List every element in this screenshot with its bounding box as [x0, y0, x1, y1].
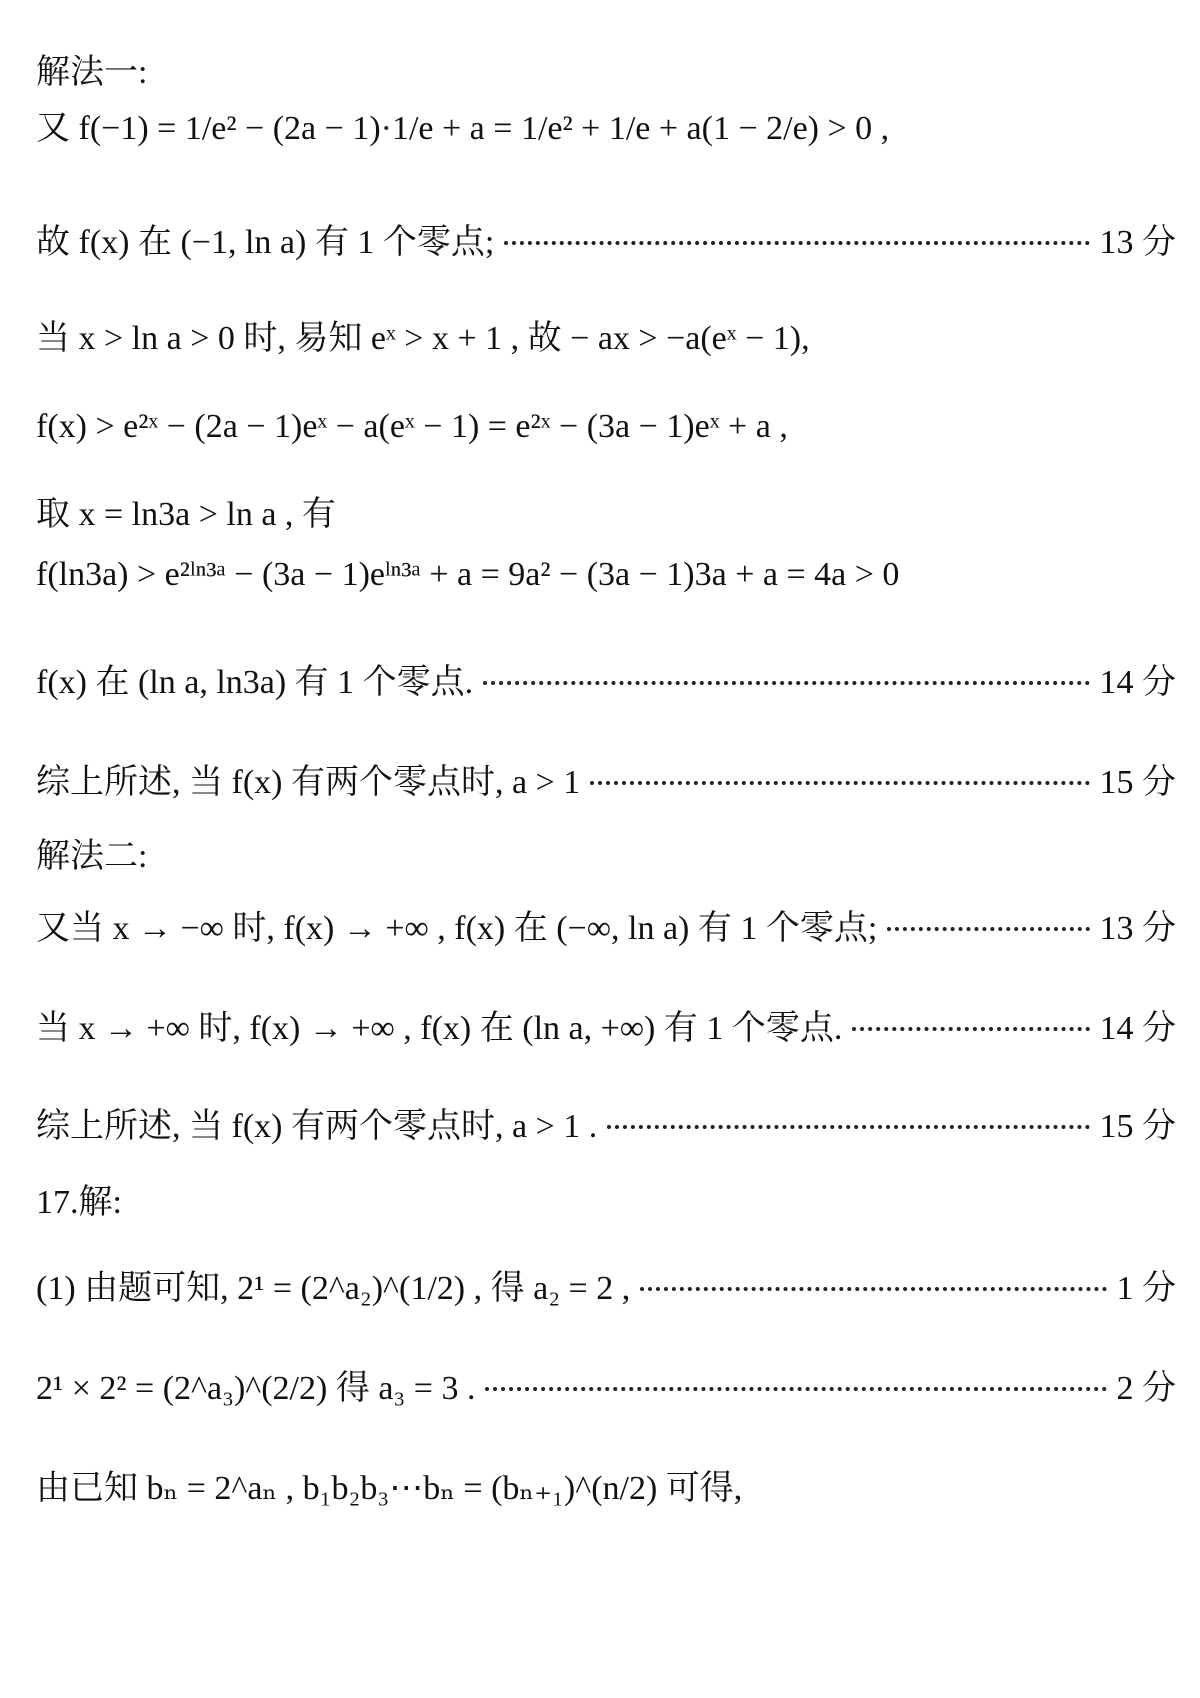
line-zero-point-14: f(x) 在 (ln a, ln3a) 有 1 个零点. 14 分 [36, 654, 1176, 703]
leader-dots [887, 927, 1089, 931]
line-take-x: 取 x = ln3a > ln a , 有 [36, 496, 336, 533]
score-label: 2 分 [1116, 1370, 1176, 1407]
score-label: 14 分 [1099, 1010, 1176, 1047]
leader-dots [483, 681, 1089, 685]
leader-dots [607, 1125, 1089, 1129]
score-label: 1 分 [1116, 1270, 1176, 1307]
problem-17-heading: 17.解: [36, 1184, 122, 1221]
line-a3: 2¹ × 2² = (2^a₃)^(2/2) 得 a₃ = 3 . 2 分 [36, 1360, 1176, 1409]
line-when-x-gt-ln-a: 当 x > ln a > 0 时, 易知 eˣ > x + 1 , 故 − ax > −a(eˣ − 1), [36, 320, 810, 357]
line-f-inequality: f(x) > e²ˣ − (2a − 1)eˣ − a(eˣ − 1) = e²ˣ − (3a − 1)eˣ + a , [36, 408, 788, 445]
leader-dots [504, 241, 1089, 245]
line-summary-15: 综上所述, 当 f(x) 有两个零点时, a > 1 15 分 [36, 754, 1176, 803]
score-label: 13 分 [1099, 910, 1176, 947]
method-one-heading: 解法一: [36, 54, 148, 91]
leader-dots [852, 1027, 1089, 1031]
score-label: 13 分 [1099, 224, 1176, 261]
leader-dots [590, 781, 1089, 785]
method-two-heading: 解法二: [36, 838, 148, 875]
score-label: 14 分 [1099, 664, 1176, 701]
line-summary-method-two-15: 综上所述, 当 f(x) 有两个零点时, a > 1 . 15 分 [36, 1098, 1176, 1147]
leader-dots [485, 1387, 1106, 1391]
line-neg-infinity-13: 又当 x → −∞ 时, f(x) → +∞ , f(x) 在 (−∞, ln a) 有 1 个零点; 13 分 [36, 900, 1176, 949]
score-label: 15 分 [1099, 1108, 1176, 1145]
line-zero-point-13: 故 f(x) 在 (−1, ln a) 有 1 个零点; 13 分 [36, 214, 1176, 263]
equation-f-neg-one: 又 f(−1) = 1/e² − (2a − 1)·1/e + a = 1/e² + 1/e + a(1 − 2/e) > 0 , [36, 110, 890, 147]
line-bn-definition: 由已知 bₙ = 2^aₙ , b₁b₂b₃⋯bₙ = (bₙ₊₁)^(n/2) 可得, [36, 1470, 743, 1507]
line-part1-a2: (1) 由题可知, 2¹ = (2^a₂)^(1/2) , 得 a₂ = 2 , 1 分 [36, 1260, 1176, 1309]
score-label: 15 分 [1099, 764, 1176, 801]
leader-dots [640, 1287, 1106, 1291]
line-f-ln3a: f(ln3a) > e²ˡⁿ³ᵃ − (3a − 1)eˡⁿ³ᵃ + a = 9a² − (3a − 1)3a + a = 4a > 0 [36, 556, 900, 593]
line-pos-infinity-14: 当 x → +∞ 时, f(x) → +∞ , f(x) 在 (ln a, +∞) 有 1 个零点. 14 分 [36, 1000, 1176, 1049]
